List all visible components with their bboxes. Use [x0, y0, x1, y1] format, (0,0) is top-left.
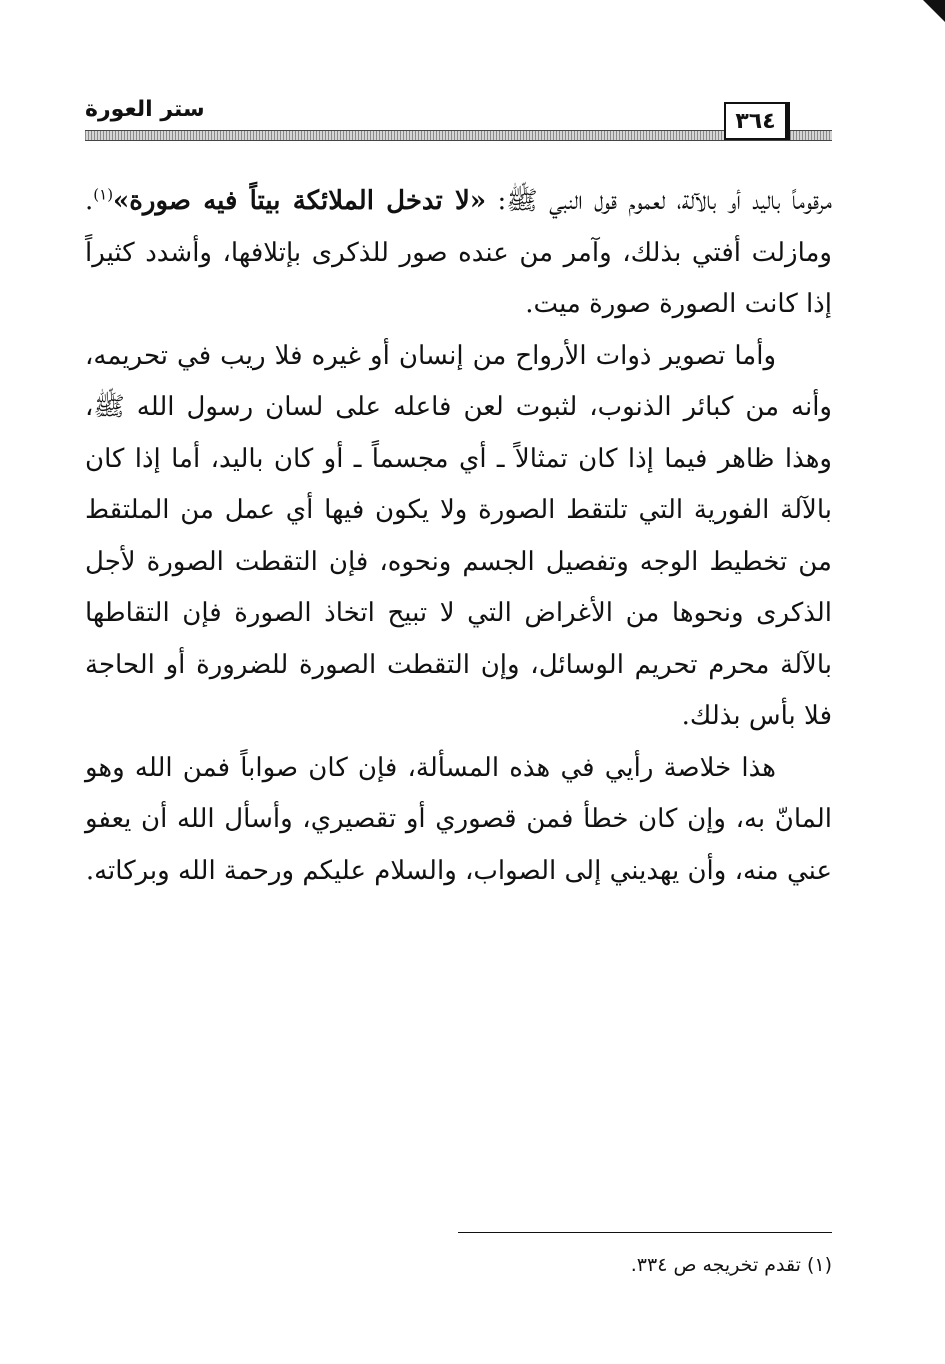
hadith-quote: «لا تدخل الملائكة بيتاً فيه صورة» [113, 186, 487, 216]
paragraph-2: وأما تصوير ذوات الأرواح من إنسان أو غيره فلا ريب في تحريمه، وأنه من كبائر الذنوب، لثبوت لعن فاعله على لسان رسول الله ﷺ، وهذا ظاهر فيما إذا كان تمثالاً ـ أي مجسماً ـ أو كان باليد، أما إذا كان بالآلة الفورية التي تلتقط الصورة ولا يكون فيها أي عمل من الملتقط من تخطيط الوجه وتفصيل الجسم ونحوه، فإن التقطت الصورة لأجل الذكرى ونحوها من الأغراض التي لا تبيح اتخاذ الصورة فإن التقاطها بالآلة محرم تحريم الوسائل، وإن التقطت الصورة للضرورة أو الحاجة فلا بأس بذلك. [85, 340, 832, 731]
running-title: ستر العورة [85, 97, 205, 122]
page-header [85, 88, 832, 146]
body-text [85, 176, 832, 897]
paragraph-3: هذا خلاصة رأيي في هذه المسألة، فإن كان صواباً فمن الله وهو المانّ به، وإن كان خطأ فمن قصوري أو تقصيري، وأسأل الله أن يعفو عني منه، وأن يهديني إلى الصواب، والسلام عليكم ورحمة الله وبركاته. [85, 752, 832, 886]
paragraph-1-rest: . ومازلت أفتي بذلك، وآمر من عنده صور للذكرى بإتلافها، وأشدد كثيراً إذا كانت الصورة صورة ميت. [85, 186, 832, 319]
footnote: (١) تقدم تخريجه ص ٣٣٤. [630, 1254, 832, 1276]
header-rule [85, 130, 832, 141]
paragraph-1 [85, 176, 832, 331]
page-number: ٣٦٤ [724, 102, 790, 140]
footnote-reference: (١) [93, 185, 114, 204]
footnote-rule [458, 1232, 832, 1233]
page-corner-mark [923, 0, 945, 22]
paragraph-1-lead: مرقوماً باليد أو بالآلة، لعموم قول النبي ﷺ: [486, 186, 832, 216]
